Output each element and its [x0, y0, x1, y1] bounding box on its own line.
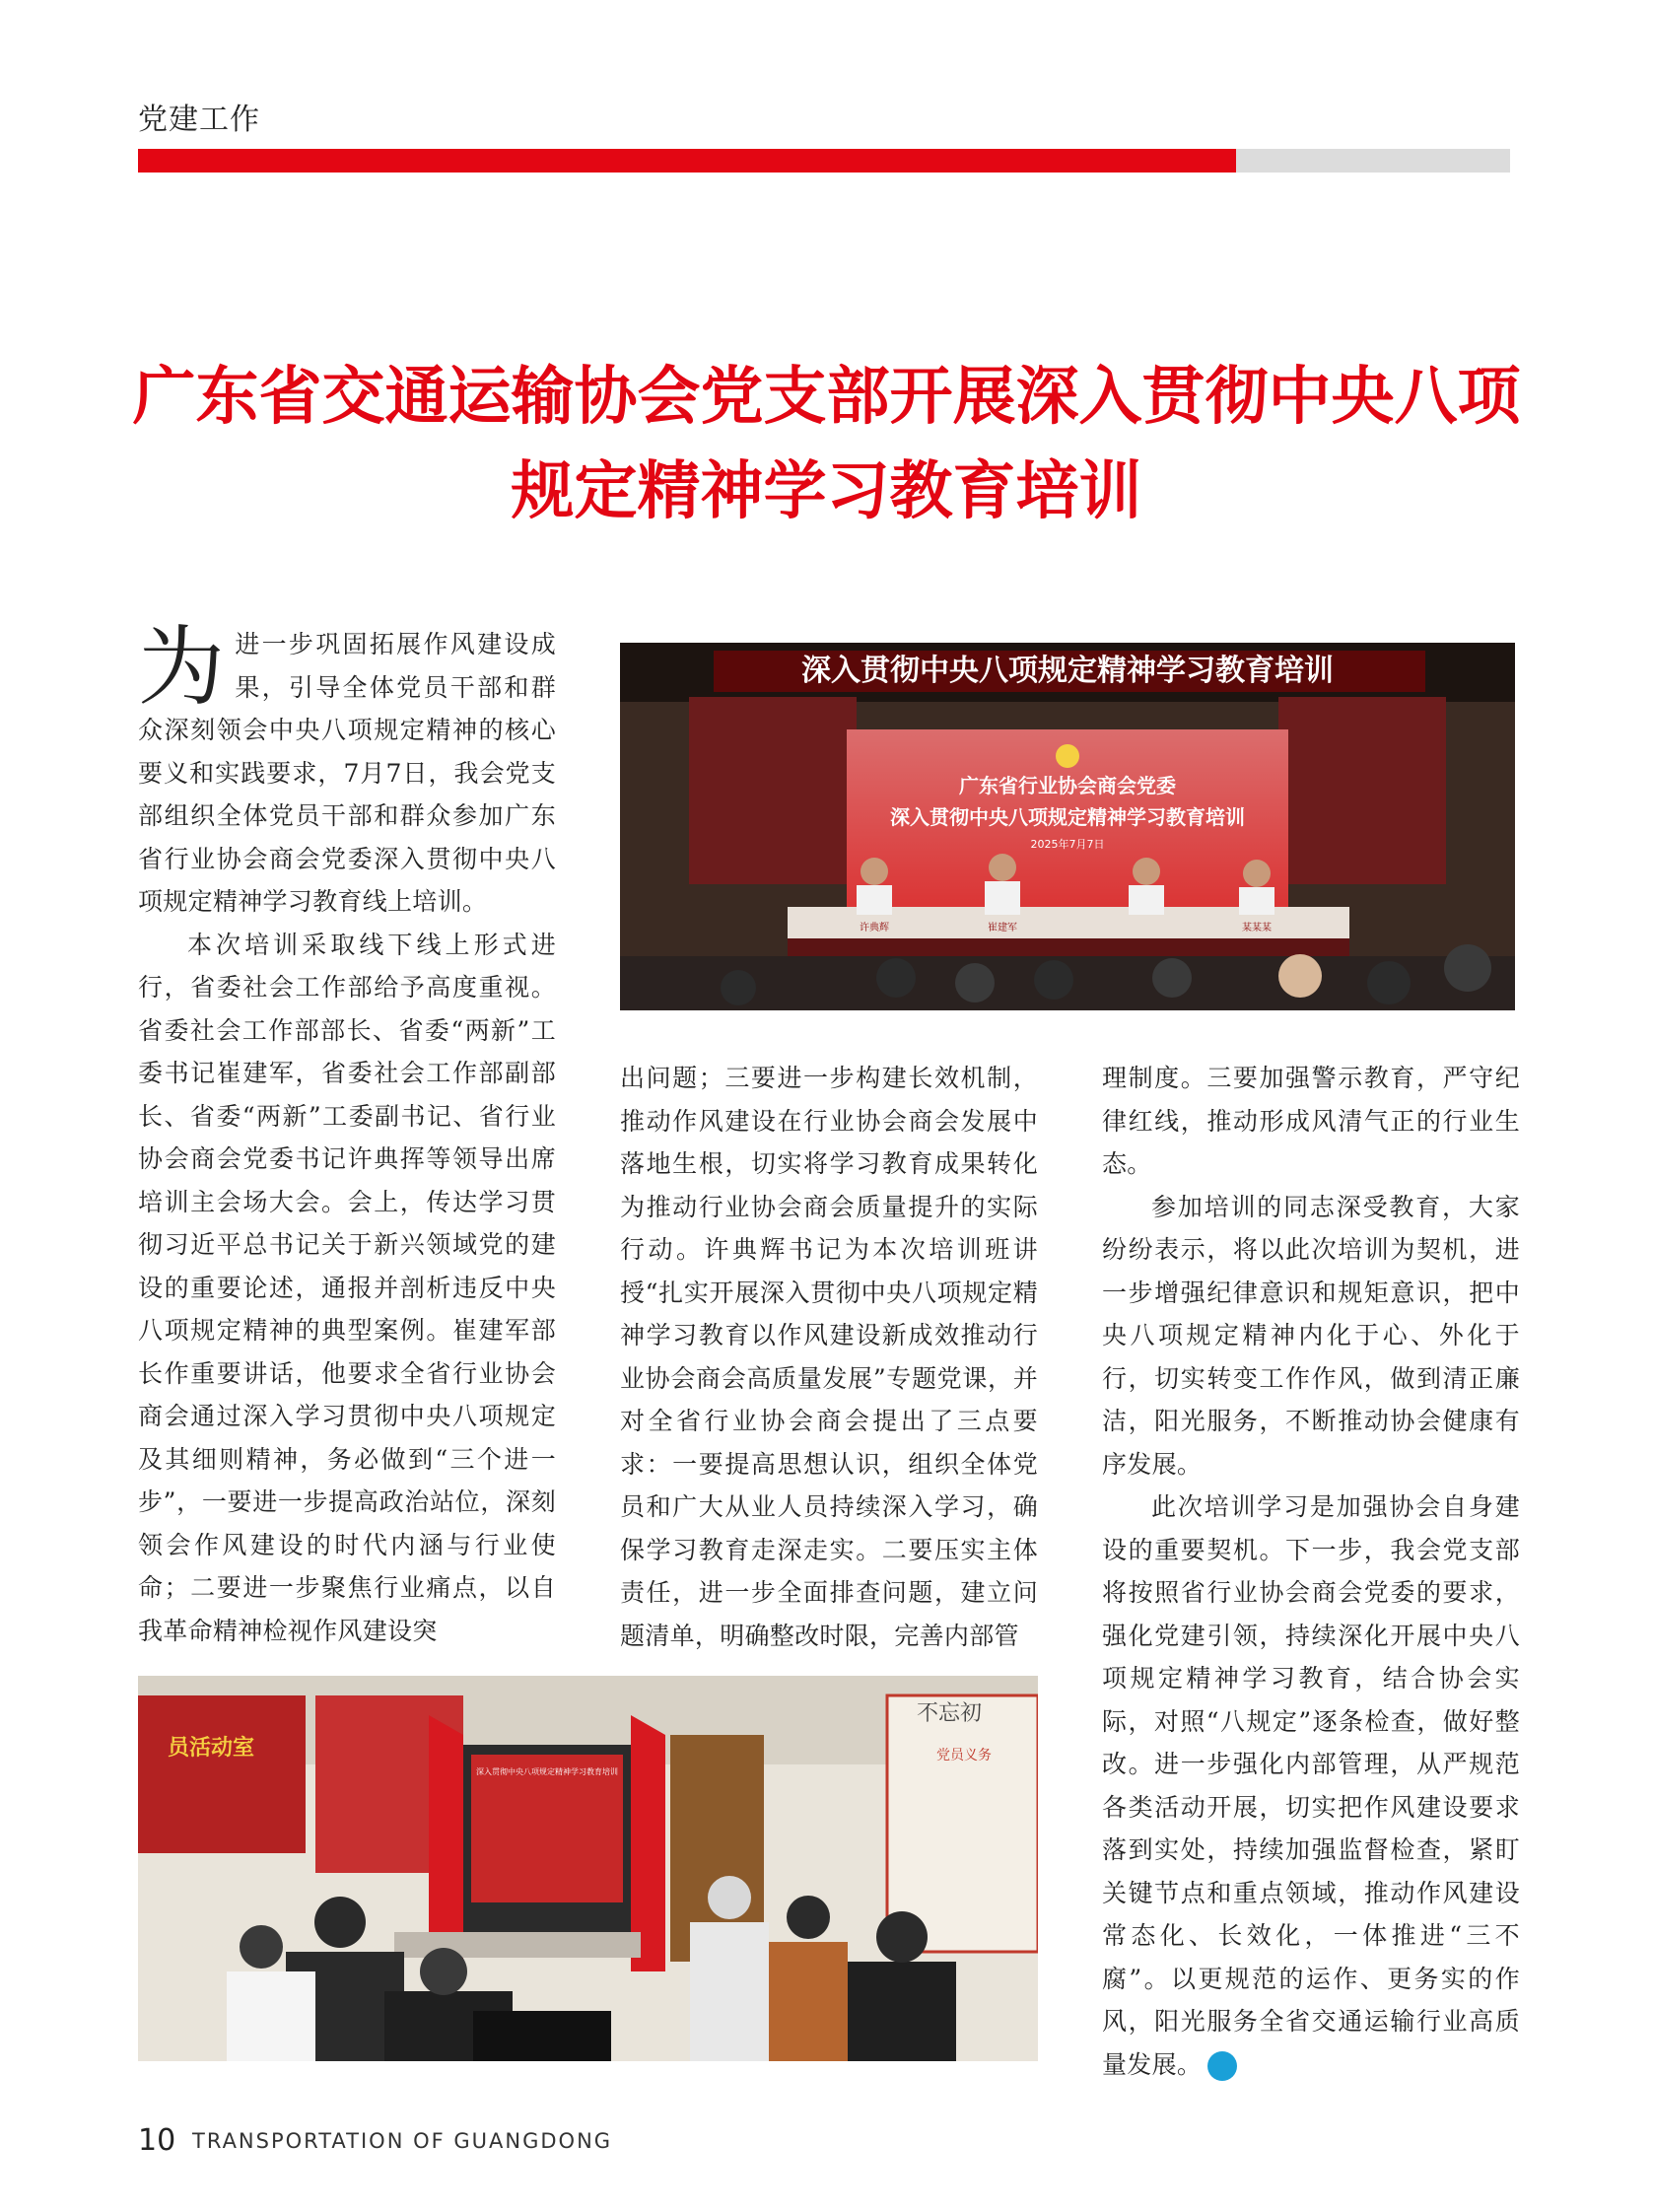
header-bar-red — [138, 149, 1236, 173]
tv-screen-text: 深入贯彻中央八项规定精神学习教育培训 — [476, 1767, 618, 1776]
header-bar-grey — [1236, 149, 1510, 173]
screen-line-1: 广东省行业协会商会党委 — [959, 774, 1176, 797]
screen-line-2: 深入贯彻中央八项规定精神学习教育培训 — [890, 805, 1245, 829]
title-line-2: 规定精神学习教育培训 — [511, 455, 1142, 528]
article-column-3 — [1102, 1057, 1520, 2086]
title-line-1: 广东省交通运输协会党支部开展深入贯彻中央八项 — [132, 361, 1521, 434]
paragraph-1 — [138, 616, 556, 924]
article-title — [99, 350, 1554, 539]
paragraph-4: 理制度。三要加强警示教育，严守纪律红线，推动形成风清气正的行业生态。 — [1102, 1064, 1520, 1178]
board-title-text: 党员义务 — [936, 1748, 992, 1763]
meeting-photo-illustration — [620, 643, 1515, 1010]
room-sign-text: 员活动室 — [168, 1736, 255, 1761]
paragraph-1-text: 进一步巩固拓展作风建设成果，引导全体党员干部和群众深刻领会中央八项规定精神的核心要义和实践要求，7月7日，我会党支部组织全体党员干部和群众参加广东省行业协会商会党委深入贯彻中央八项规定精神学习教育线上培训。 — [138, 630, 556, 916]
nameplate-2: 崔建军 — [988, 923, 1017, 933]
publication-name: TRANSPORTATION OF GUANGDONG — [192, 2129, 613, 2153]
activity-room-photo — [138, 1676, 1038, 2061]
page-number: 10 — [138, 2123, 176, 2158]
nameplate-3: 某某某 — [1242, 923, 1272, 933]
paragraph-2: 本次培训采取线下线上形式进行，省委社会工作部给予高度重视。省委社会工作部部长、省委“两新”工委书记崔建军，省委社会工作部副部长、省委“两新”工委副书记、省行业协会商会党委书记许典挥等领导出席培训主会场大会。会上，传达学习贯彻习近平总书记关于新兴领域党的建设的重要论述，通报并剖析违反中央八项规定精神的典型案例。崔建军部长作重要讲话，他要求全省行业协会商会通过深入学习贯彻中央八项规定及其细则精神，务必做到“三个进一步”，一要进一步提高政治站位，深刻领会作风建设的时代内涵与行业使命；二要进一步聚焦行业痛点，以自我革命精神检视作风建设突 — [138, 930, 556, 1645]
nameplate-1: 许典辉 — [860, 923, 889, 933]
drop-cap: 为 — [138, 616, 226, 718]
article-column-1 — [138, 616, 556, 1652]
paragraph-6 — [1102, 1486, 1520, 2086]
screen-date: 2025年7月7日 — [1030, 838, 1105, 851]
meeting-photo — [620, 643, 1515, 1010]
activity-room-illustration — [138, 1676, 1038, 2061]
paragraph-3: 出问题；三要进一步构建长效机制，推动作风建设在行业协会商会发展中落地生根，切实将学习教育成果转化为推动行业协会商会质量提升的实际行动。许典辉书记为本次培训班讲授“扎实开展深入贯彻中央八项规定精神学习教育以作风建设新成效推动行业协会商会高质量发展”专题党课，并对全省行业协会商会提出了三点要求：一要提高思想认识，组织全体党员和广大从业人员持续深入学习，确保学习教育走深走实。二要压实主体责任，进一步全面排查问题，建立问题清单，明确整改时限，完善内部管 — [620, 1064, 1038, 1650]
article-column-2 — [620, 1057, 1038, 1657]
paragraph-6-text: 此次培训学习是加强协会自身建设的重要契机。下一步，我会党支部将按照省行业协会商会党委的要求，强化党建引领，持续深化开展中央八项规定精神学习教育，结合协会实际，对照“八规定”逐条检查，做好整改。进一步强化内部管理，从严规范各类活动开展，切实把作风建设要求落到实处，持续加强监督检查，紧盯关键节点和重点领域，推动作风建设常态化、长效化，一体推进“三不腐”。以更规范的运作、更务实的作风，阳光服务全省交通运输行业高质量发展。 — [1102, 1492, 1520, 2079]
paragraph-5: 参加培训的同志深受教育，大家纷纷表示，将以此次培训为契机，进一步增强纪律意识和规矩意识，把中央八项规定精神内化于心、外化于行，切实转变工作作风，做到清正廉洁，阳光服务，不断推动协会健康有序发展。 — [1102, 1192, 1520, 1479]
end-mark-logo: GTA — [1207, 2051, 1237, 2081]
calligraphy-text: 不忘初 — [917, 1701, 983, 1726]
section-label: 党建工作 — [138, 103, 260, 137]
banner-text: 深入贯彻中央八项规定精神学习教育培训 — [801, 654, 1334, 688]
